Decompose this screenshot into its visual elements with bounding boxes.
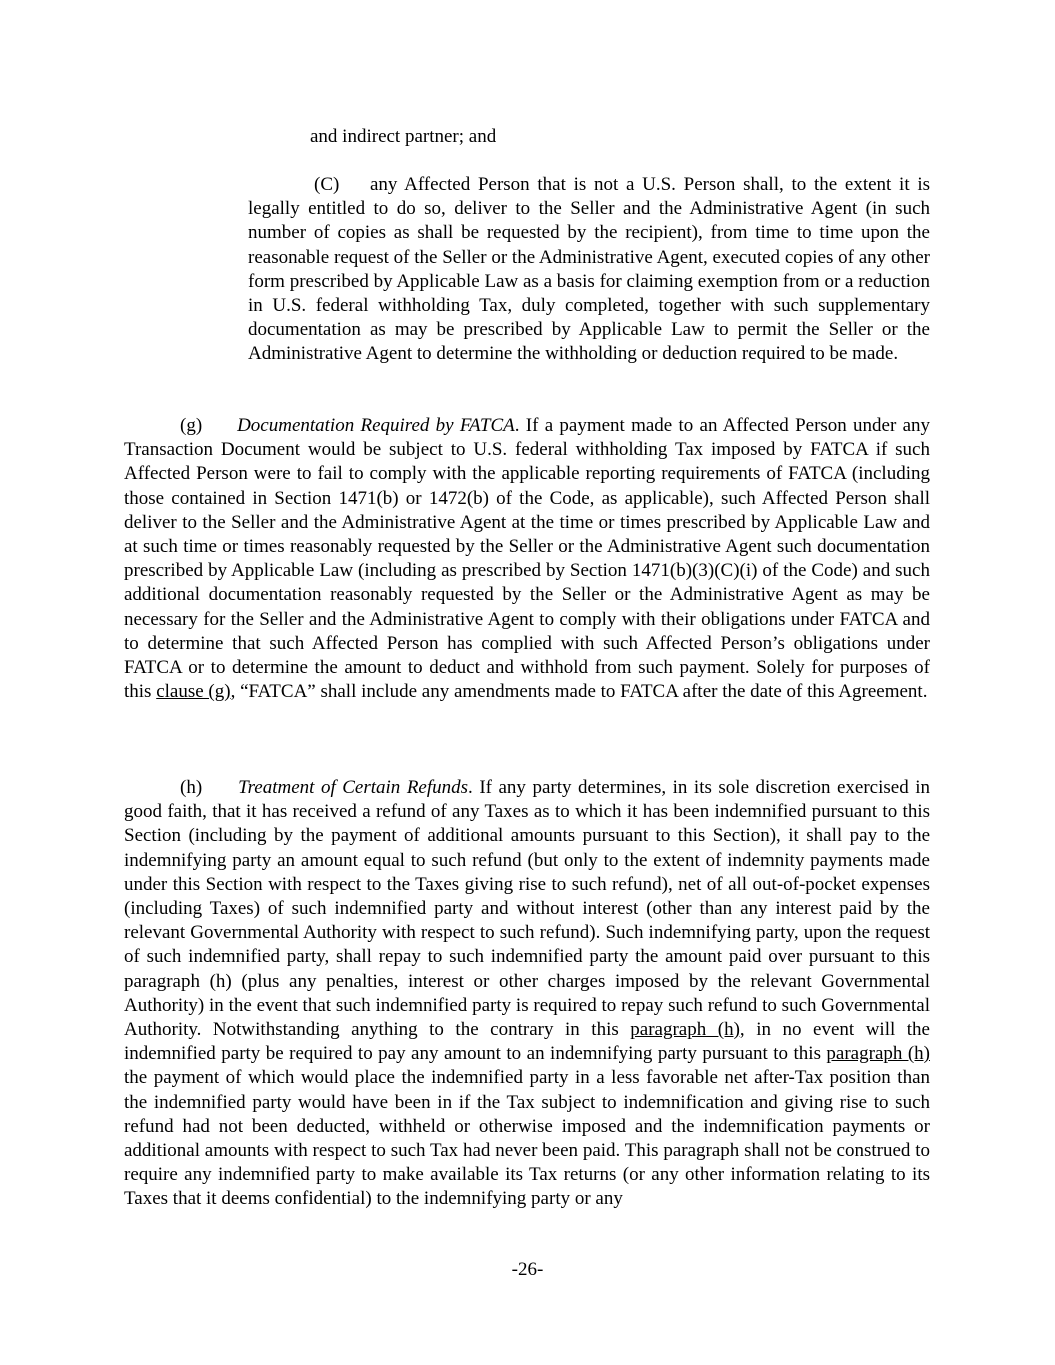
section-h-text2: , in no event will the indemnified party be required to pay any amount to an indemnifying party pursuant to this bbox=[124, 1019, 930, 1065]
section-g bbox=[124, 414, 930, 704]
section-h-heading: Treatment of Certain Refunds bbox=[238, 777, 469, 798]
subclause-c-label: (C) bbox=[314, 174, 340, 195]
subclause-c-text: any Affected Person that is not a U.S. Person shall, to the extent it is legally entitled to do so, deliver to the Seller and the Administrative Agent (in such number of copies as shall be requested by the recipient), from time to time upon the reasonable request of the Seller or the Administrative Agent, executed copies of any other form prescribed by Applicable Law as a basis for claiming exemption from or a reduction in U.S. federal withholding Tax, duly completed, together with such supplementary documentation as may be prescribed by Applicable Law to permit the Seller or the Administrative Agent to determine the withholding or deduction required to be made. bbox=[248, 174, 930, 365]
section-h-label: (h) bbox=[180, 777, 203, 798]
section-g-heading: Documentation Required by FATCA bbox=[237, 415, 515, 436]
section-h bbox=[124, 776, 930, 1212]
section-h-text3: the payment of which would place the indemnified party in a less favorable net after-Tax position than the indemnified party would have been in if the Tax subject to indemnification and giving rise to such refund had not been deducted, withheld or otherwise imposed and the indemnification payments or additional amounts with respect to such Tax had never been paid. This paragraph shall not be construed to require any indemnified party to make available its Tax returns (or any other information relating to its Taxes that it deems confidential) to the indemnifying party or any bbox=[124, 1067, 930, 1210]
section-g-label: (g) bbox=[180, 415, 203, 436]
section-g-clause-ref: clause (g) bbox=[156, 681, 231, 703]
section-g-text1: . If a payment made to an Affected Person under any Transaction Document would be subject to U.S. federal withholding Tax imposed by FATCA if such Affected Person were to fail to comply with the applicable reporting requirements of FATCA (including those contained in Section 1471(b) or 1472(b) of the Code, as applicable), such Affected Person shall deliver to the Seller and the Administrative Agent at the time or times prescribed by Applicable Law and at such time or times reasonably requested by the Seller or the Administrative Agent such documentation prescribed by Applicable Law (including as prescribed by Section 1471(b)(3)(C)(i) of the Code) and such additional documentation reasonably requested by the Seller or the Administrative Agent as may be necessary for the Seller and the Administrative Agent to comply with their obligations under FATCA and to determine that such Affected Person has complied with such Affected Person’s obligations under FATCA or to determine the amount to deduct and withhold from such payment. Solely for purposes of this bbox=[124, 415, 931, 703]
continuation-line: and indirect partner; and bbox=[310, 126, 497, 147]
section-h-paragraph-ref-2: paragraph (h) bbox=[826, 1043, 930, 1065]
section-h-paragraph-ref-1: paragraph (h) bbox=[630, 1019, 740, 1041]
page-number: -26- bbox=[511, 1259, 544, 1280]
subclause-c bbox=[248, 173, 930, 367]
section-g-text2: , “FATCA” shall include any amendments made to FATCA after the date of this Agreement. bbox=[230, 681, 928, 703]
section-h-text1: . If any party determines, in its sole discretion exercised in good faith, that it has received a refund of any Taxes as to which it has been indemnified pursuant to this Section (including by the payment of additional amounts pursuant to this Section), it shall pay to the indemnifying party an amount equal to such refund (but only to the extent of indemnity payments made under this Section with respect to the Taxes giving rise to such refund), net of all out-of-pocket expenses (including Taxes) of such indemnified party and without interest (other than any interest paid by the relevant Governmental Authority with respect to such refund). Such indemnifying party, upon the request of such indemnified party, shall repay to such indemnified party the amount paid over pursuant to this paragraph (h) (plus any penalties, interest or other charges imposed by the relevant Governmental Authority) in the event that such indemnified party is required to repay such refund to such Governmental Authority. Notwithstanding anything to the contrary in this bbox=[124, 777, 930, 1041]
